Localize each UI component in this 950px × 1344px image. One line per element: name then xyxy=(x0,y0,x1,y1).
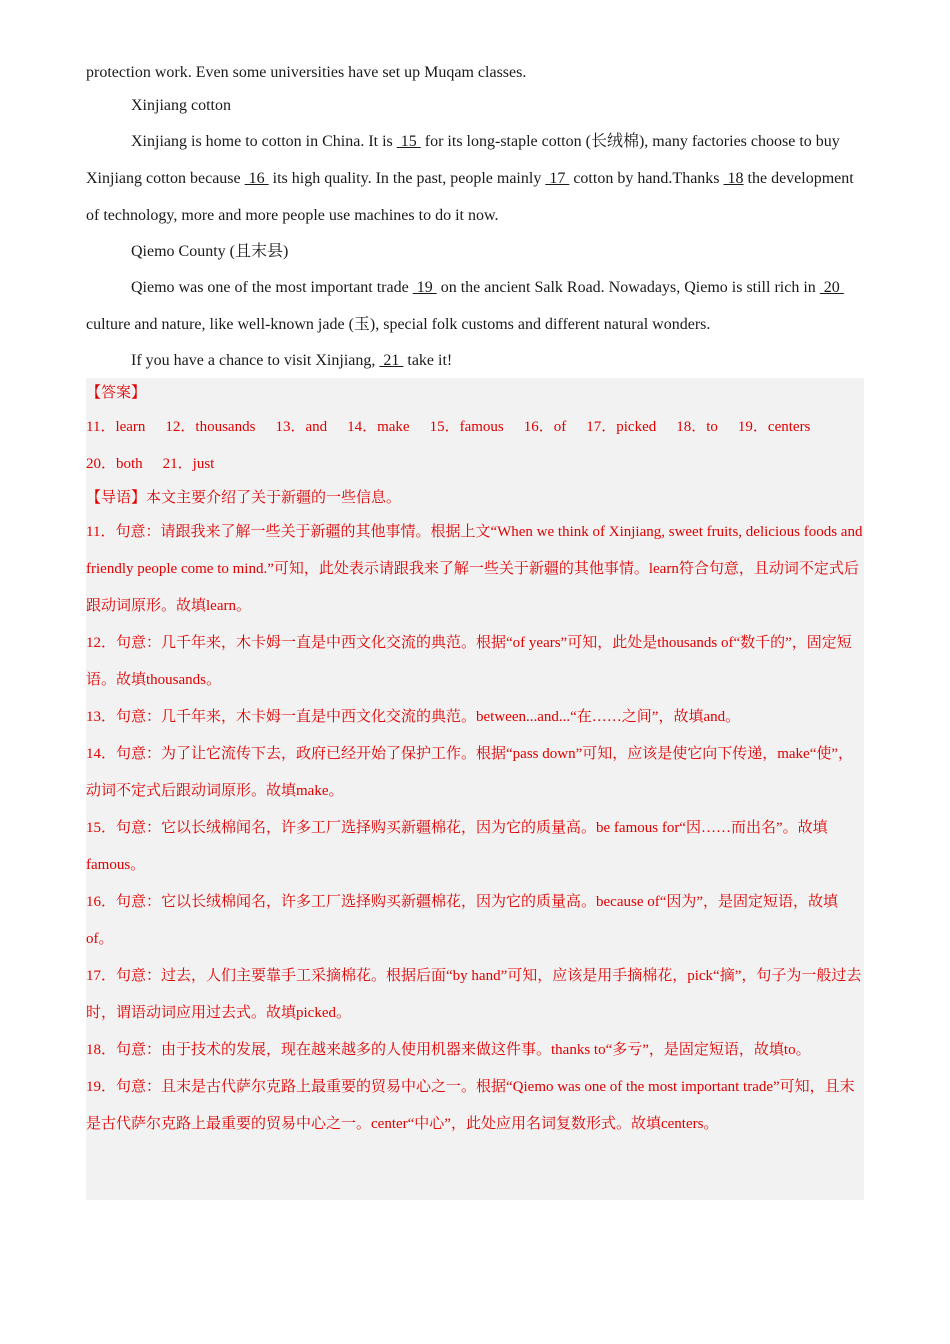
answer-item: 15．famous xyxy=(429,419,504,435)
blank-17: 17 xyxy=(545,170,570,187)
text: cotton by hand.Thanks xyxy=(569,170,724,187)
text: for its long-staple cotton (长绒棉), many factories choose to buy Xinjiang cotton because xyxy=(86,133,840,187)
text: the development of technology, more and more people use machines to do it now. xyxy=(86,170,854,224)
explanation-14: 14．句意：为了让它流传下去，政府已经开始了保护工作。根据“pass down”可知，应该是使它向下传递，make“使”，动词不定式后跟动词原形。故填make。 xyxy=(86,746,854,799)
explanation-12: 12．句意：几千年来，木卡姆一直是中西文化交流的典范。根据“of years”可知，此处是thousands of“数千的”，固定短语。故填thousands。 xyxy=(86,635,852,688)
guide-text: 【导语】本文主要介绍了关于新疆的一些信息。 xyxy=(86,490,402,506)
text: Xinjiang is home to cotton in China. It is xyxy=(131,133,397,150)
blank-20: 20 xyxy=(819,279,844,296)
text: take it! xyxy=(403,352,453,369)
answer-label: 【答案】 xyxy=(86,385,147,401)
explanation-18: 18．句意：由于技术的发展，现在越来越多的人使用机器来做这件事。thanks to“多亏”，是固定短语，故填to。 xyxy=(86,1042,811,1058)
text: on the ancient Salk Road. Nowadays, Qiemo is still rich in xyxy=(436,279,820,296)
section-heading-cotton: Xinjiang cotton xyxy=(131,97,231,114)
answer-item: 12．thousands xyxy=(165,419,256,435)
text: If you have a chance to visit Xinjiang, xyxy=(131,352,380,369)
text: Qiemo was one of the most important trade xyxy=(131,279,413,296)
answer-item: 20．both xyxy=(86,456,143,472)
explanation-11: 11．句意：请跟我来了解一些关于新疆的其他事情。根据上文“When we think of Xinjiang, sweet fruits, delicious foods and friendly people come to mind.”可知，此处表示请跟我来了解一些关于新疆的其他事情。learn符合句意，且动词不定式后跟动词原形。故填learn。 xyxy=(86,524,863,614)
paragraph-cotton xyxy=(86,123,864,234)
answer-item: 11．learn xyxy=(86,419,146,435)
section-heading-qiemo: Qiemo County (且末县) xyxy=(131,243,289,260)
passage-line: protection work. Even some universities have set up Muqam classes. xyxy=(86,64,527,81)
text: culture and nature, like well-known jade (玉), special folk customs and different natural wonders. xyxy=(86,316,711,333)
answer-item: 17．picked xyxy=(586,419,657,435)
explanation-16: 16．句意：它以长绒棉闻名，许多工厂选择购买新疆棉花，因为它的质量高。because of“因为”，是固定短语，故填of。 xyxy=(86,894,839,947)
answer-item: 14．make xyxy=(347,419,410,435)
explanation-17: 17．句意：过去，人们主要靠手工采摘棉花。根据后面“by hand”可知，应该是用手摘棉花，pick“摘”，句子为一般过去时，谓语动词应用过去式。故填picked。 xyxy=(86,968,862,1021)
explanation-19: 19．句意：且末是古代萨尔克路上最重要的贸易中心之一。根据“Qiemo was one of the most important trade”可知，且末是古代萨尔克路上最重要的贸易中心之一。center“中心”，此处应用名词复数形式。故填centers。 xyxy=(86,1079,855,1132)
blank-19: 19 xyxy=(412,279,437,296)
answer-section xyxy=(86,378,864,1200)
paragraph-visit xyxy=(86,343,864,378)
blank-18: 18 xyxy=(723,170,744,187)
answer-item: 13．and xyxy=(275,419,328,435)
answer-item: 18．to xyxy=(676,419,718,435)
blank-21: 21 xyxy=(379,352,404,369)
answer-item: 16．of xyxy=(523,419,567,435)
blank-15: 15 xyxy=(396,133,421,150)
paragraph-qiemo xyxy=(86,269,864,343)
explanation-15: 15．句意：它以长绒棉闻名，许多工厂选择购买新疆棉花，因为它的质量高。be famous for“因……而出名”。故填famous。 xyxy=(86,820,828,873)
text: its high quality. In the past, people mainly xyxy=(268,170,546,187)
passage xyxy=(86,58,864,378)
explanation-13: 13．句意：几千年来，木卡姆一直是中西文化交流的典范。between...and...“在……之间”，故填and。 xyxy=(86,709,741,725)
answer-item: 19．centers xyxy=(737,419,811,435)
answer-list xyxy=(86,409,864,483)
blank-16: 16 xyxy=(244,170,269,187)
answer-item: 21．just xyxy=(162,456,215,472)
